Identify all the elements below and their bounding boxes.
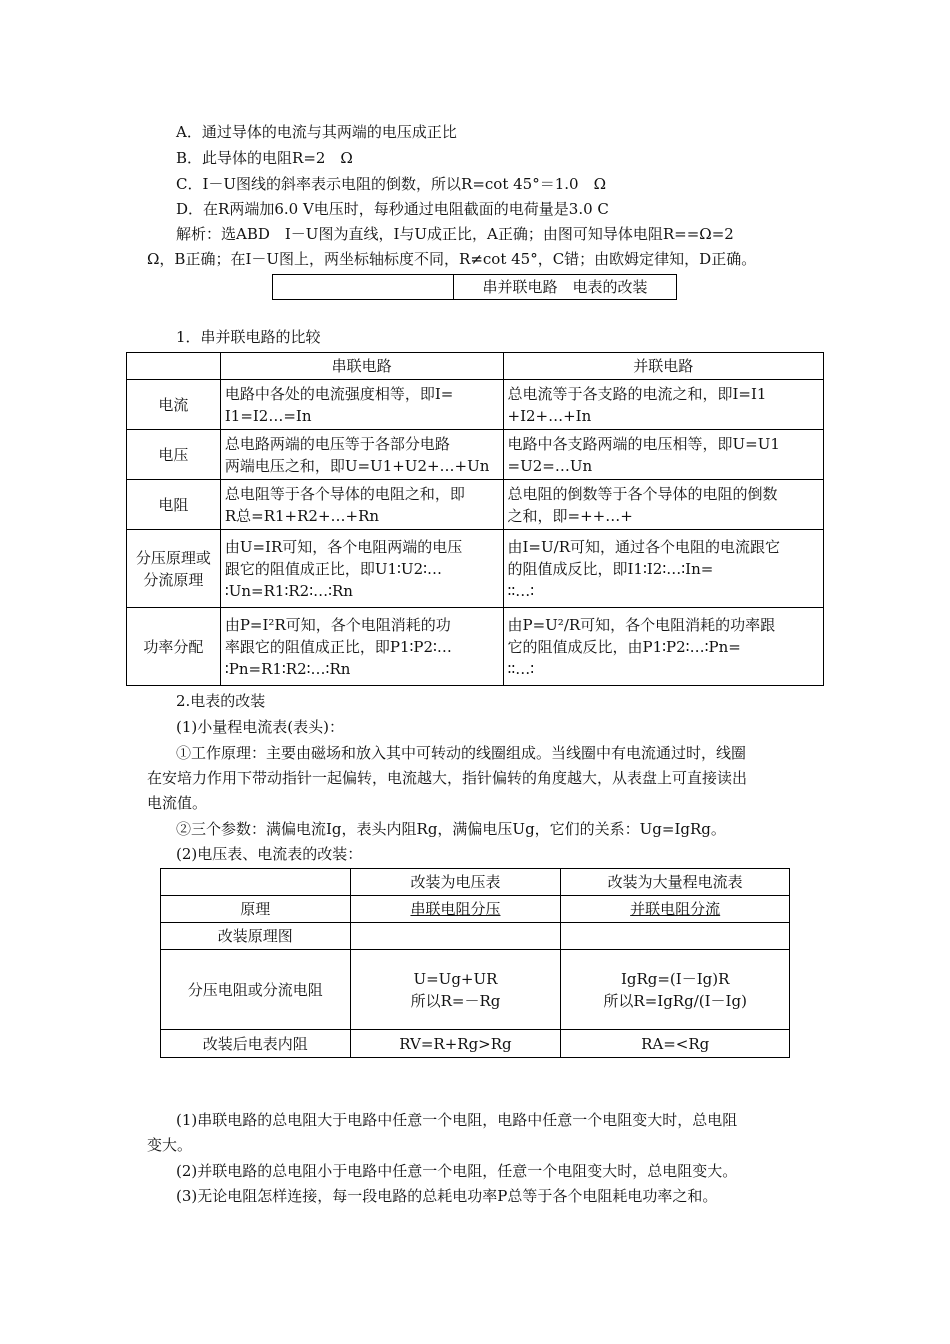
cell-line: 由P=U²/R可知，各个电阻消耗的功率跟 xyxy=(507,615,776,634)
para1-line-1: ①工作原理：主要由磁场和放入其中可转动的线圈组成。当线圈中有电流通过时，线圈 xyxy=(176,744,747,762)
section-header-box xyxy=(272,274,677,300)
cell-line: 电路中各处的电流强度相等，即I= xyxy=(224,384,454,403)
option-c: C．I－U图线的斜率表示电阻的倒数，所以R=cot 45°＝1.0 Ω xyxy=(176,175,607,193)
option-d: D．在R两端加6.0 V电压时，每秒通过电阻截面的电荷量是3.0 C xyxy=(176,200,609,218)
parallel-cell xyxy=(503,480,824,530)
cell-line: ∶∶…∶ xyxy=(507,581,535,600)
voltmeter-resistor xyxy=(350,950,561,1030)
cell-line: 总电阻的倒数等于各个导体的电阻的倒数 xyxy=(507,484,778,503)
parallel-cell xyxy=(503,608,824,686)
cell-line: 总电阻等于各个导体的电阻之和，即 xyxy=(224,484,465,503)
series-cell xyxy=(220,480,503,530)
ammeter-resistor xyxy=(561,950,790,1030)
meter-conversion-table xyxy=(160,868,790,1058)
row-label-diagram: 改装原理图 xyxy=(161,923,351,950)
table-row xyxy=(127,530,824,608)
cell-line: 它的阻值成反比，由P1∶P2∶…∶Pn= xyxy=(507,637,741,656)
table-row xyxy=(127,430,824,480)
voltmeter-diagram xyxy=(350,923,561,950)
cell-line: 由I=U/R可知，通过各个电阻的电流跟它 xyxy=(507,537,780,556)
table-row xyxy=(161,896,790,923)
cell-line: 总电路两端的电压等于各部分电路 xyxy=(224,434,450,453)
cell-line: ∶Un=R1∶R2∶…∶Rn xyxy=(224,581,353,600)
note-1-line-1: (1)串联电路的总电阻大于电路中任意一个电阻，电路中任意一个电阻变大时，总电阻 xyxy=(176,1111,738,1129)
voltmeter-internal-resistance: RV=R+Rg>Rg xyxy=(350,1030,561,1058)
cell-line: +I2+…+In xyxy=(507,406,592,425)
table2-header-voltmeter: 改装为电压表 xyxy=(350,869,561,896)
table-header-empty xyxy=(127,353,221,380)
row-label-voltage: 电压 xyxy=(127,430,221,480)
table-row xyxy=(161,1030,790,1058)
cell-line: 由P=I²R可知，各个电阻消耗的功 xyxy=(224,615,451,634)
cell-line: 两端电压之和，即U=U1+U2+…+Un xyxy=(224,456,490,475)
series-cell xyxy=(220,430,503,480)
cell-line: 电路中各支路两端的电压相等，即U=U1 xyxy=(507,434,780,453)
cell-line: =U2=…Un xyxy=(507,456,593,475)
table2-header-empty xyxy=(161,869,351,896)
row-label-divider-principle: 分压原理或分流原理 xyxy=(127,530,221,608)
cell-line: 所以R=IgRg/(I－Ig) xyxy=(603,991,747,1010)
note-3: (3)无论电阻怎样连接，每一段电路的总耗电功率P总等于各个电阻耗电功率之和。 xyxy=(176,1187,718,1205)
note-1-line-2: 变大。 xyxy=(147,1136,193,1154)
cell-line: I1=I2…=In xyxy=(224,406,312,425)
cell-line: 的阻值成反比，即I1∶I2∶…∶In= xyxy=(507,559,714,578)
analysis-line-2: Ω，B正确；在I－U图上，两坐标轴标度不同，R≠cot 45°，C错；由欧姆定律知，D正确。 xyxy=(147,250,757,268)
series-cell xyxy=(220,380,503,430)
heading-series-parallel: 1．串并联电路的比较 xyxy=(176,328,321,346)
cell-line: 跟它的阻值成正比，即U1∶U2∶… xyxy=(224,559,443,578)
ammeter-principle: 并联电阻分流 xyxy=(561,896,790,923)
table2-header-ammeter: 改装为大量程电流表 xyxy=(561,869,790,896)
table-row xyxy=(127,380,824,430)
ammeter-internal-resistance: RA=<Rg xyxy=(561,1030,790,1058)
para1-line-2: 在安培力作用下带动指针一起偏转，电流越大，指针偏转的角度越大，从表盘上可直接读出 xyxy=(147,769,748,787)
cell-line: IgRg=(I－Ig)R xyxy=(620,969,730,988)
table-row xyxy=(127,608,824,686)
parallel-cell xyxy=(503,530,824,608)
table-header-parallel: 并联电路 xyxy=(503,353,824,380)
voltmeter-principle: 串联电阻分压 xyxy=(350,896,561,923)
row-label-power: 功率分配 xyxy=(127,608,221,686)
note-2: (2)并联电路的总电阻小于电路中任意一个电阻，任意一个电阻变大时，总电阻变大。 xyxy=(176,1162,738,1180)
row-label-resistance: 电阻 xyxy=(127,480,221,530)
cell-line: 由U=IR可知，各个电阻两端的电压 xyxy=(224,537,463,556)
cell-line: U=Ug+UR xyxy=(413,969,498,988)
table-row xyxy=(161,923,790,950)
cell-line: ∶∶…∶ xyxy=(507,659,535,678)
row-label-principle: 原理 xyxy=(161,896,351,923)
row-label-current: 电流 xyxy=(127,380,221,430)
ammeter-diagram xyxy=(561,923,790,950)
sub-heading-2: (2)电压表、电流表的改装： xyxy=(176,845,363,863)
section-header: 串并联电路 电表的改装 xyxy=(482,278,648,296)
para2: ②三个参数：满偏电流Ig，表头内阻Rg，满偏电压Ug，它们的关系：Ug=IgRg。 xyxy=(176,820,726,838)
cell-line: 所以R=－Rg xyxy=(410,991,501,1010)
para1-line-3: 电流值。 xyxy=(147,794,208,812)
heading-meter-conversion: 2.电表的改装 xyxy=(176,692,266,710)
series-cell xyxy=(220,608,503,686)
row-label-resistor: 分压电阻或分流电阻 xyxy=(161,950,351,1030)
cell-line: 率跟它的阻值成正比，即P1∶P2∶… xyxy=(224,637,452,656)
sub-heading-1: (1)小量程电流表(表头)： xyxy=(176,718,344,736)
table-row xyxy=(161,950,790,1030)
cell-line: 总电流等于各支路的电流之和，即I=I1 xyxy=(507,384,767,403)
cell-line: R总=R1+R2+…+Rn xyxy=(224,506,380,525)
table-header-series: 串联电路 xyxy=(220,353,503,380)
option-b: B．此导体的电阻R=2 Ω xyxy=(176,149,353,167)
series-cell xyxy=(220,530,503,608)
cell-line: ∶Pn=R1∶R2∶…∶Rn xyxy=(224,659,351,678)
option-a: A．通过导体的电流与其两端的电压成正比 xyxy=(176,123,457,141)
parallel-cell xyxy=(503,430,824,480)
analysis-line-1: 解析：选ABD I－U图为直线，I与U成正比，A正确；由图可知导体电阻R==Ω=2 xyxy=(176,225,734,243)
cell-line: 之和，即=++…+ xyxy=(507,506,633,525)
parallel-cell xyxy=(503,380,824,430)
row-label-internal-resistance: 改装后电表内阻 xyxy=(161,1030,351,1058)
series-parallel-table xyxy=(126,352,824,686)
table-row xyxy=(127,480,824,530)
